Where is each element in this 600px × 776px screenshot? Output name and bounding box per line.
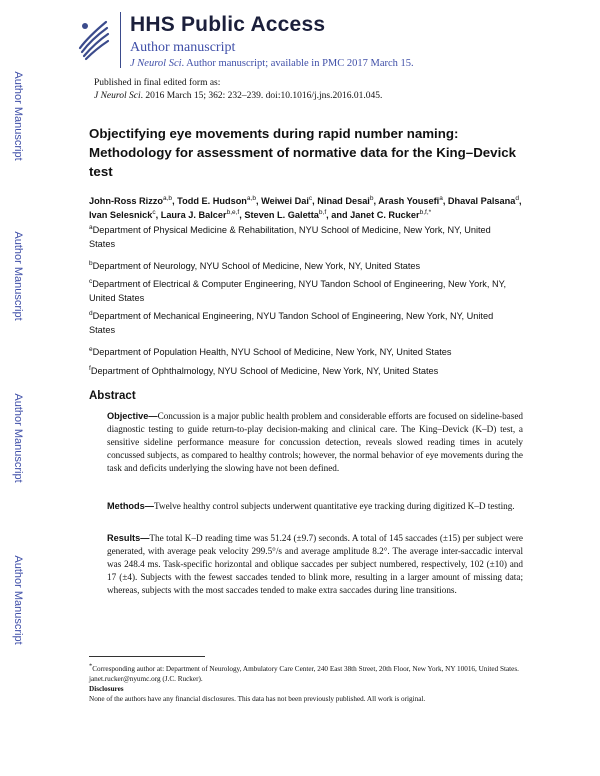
author-name: Ivan Selesnick$^c$ <box>89 208 156 220</box>
author-name: Todd E. Hudson$^{a,b}$ <box>177 194 256 206</box>
footnote <box>89 664 519 704</box>
corresponding-author-note: *Corresponding author at: Department of Neurology, Ambulatory Care Center, 240 East 38th Street, 20th Floor, New York, NY 10016, United States. janet.rucker@nyumc.org (J.C. Rucker). <box>89 662 519 683</box>
results-text: The total K–D reading time was 51.24 (±9.7) seconds. A total of 145 saccades (±15) per subject were generated, with average peak velocity 299.5°/s and average amplitude 8.2°. The average inter-saccadic interval was 248.4 ms. Task-specific horizontal and oblique saccades per subject numbered, respectively, 102 (±10) and 17 (±4). Subjects with the fewest saccades tended to blink more, resulting in a larger amount of missing data; whereas, subjects with the most saccades tended to make extra saccades during line transitions. <box>107 533 523 595</box>
author-name: Dhaval Palsana$^d$ <box>447 194 519 206</box>
affiliation-c: $^c$Department of Electrical & Computer Engineering, NYU Tandon School of Engineering, New York, NY, United States <box>89 277 507 303</box>
affiliation-d: $^d$Department of Mechanical Engineering, NYU Tandon School of Engineering, New York, NY, United States <box>89 309 494 335</box>
affiliation-b: $^b$Department of Neurology, NYU School of Medicine, New York, NY, United States <box>89 259 421 271</box>
citation <box>94 91 382 101</box>
affiliation-f: $^f$Department of Ophthalmology, NYU School of Medicine, New York, NY, United States <box>89 364 439 376</box>
results-label: Results— <box>107 533 150 543</box>
availability-text: . Author manuscript; available in PMC 2017 March 15. <box>181 58 414 69</box>
hhs-public-access-title: HHS Public Access <box>130 13 326 36</box>
hhs-eagle-logo <box>76 14 110 62</box>
affiliation-a: $^a$Department of Physical Medicine & Rehabilitation, NYU School of Medicine, New York, NY, United States <box>89 223 491 249</box>
author-name: Laura J. Balcer$^{b,e,f}$ <box>160 208 240 220</box>
citation-journal: J Neurol Sci <box>94 91 141 101</box>
objective-label: Objective— <box>107 411 158 421</box>
objective-text: Concussion is a major public health problem and considerable efforts are focused on sideline-based diagnostic testing to guide return-to-play decision-making and clinical care. The King–Devick (K–D) test, a sensitive sideline performance measure for concussion detection, reveals slowed reading times in acutely concussed subjects, as compared to healthy controls; however, the normal behavior of eye movements during the task and deficits underlying the slowing have not been defined. <box>107 411 523 473</box>
author-name: John-Ross Rizzo$^{a,b}$ <box>89 194 173 206</box>
methods-label: Methods— <box>107 501 154 511</box>
author-name: Arash Yousefi$^a$ <box>378 194 443 206</box>
abstract-methods <box>107 500 523 513</box>
header-divider <box>120 12 121 68</box>
author-name: Weiwei Dai$^c$ <box>261 194 313 206</box>
author-name: Steven L. Galetta$^{b,f}$ <box>244 208 327 220</box>
citation-details: . 2016 March 15; 362: 232–239. doi:10.1016/j.jns.2016.01.045. <box>140 91 383 101</box>
side-label-author-manuscript: Author Manuscript <box>12 393 24 483</box>
author-name: Ninad Desai$^b$ <box>317 194 374 206</box>
availability-line <box>130 58 414 69</box>
author-list: John-Ross Rizzo$^{a,b}$, Todd E. Hudson$^{a,b}$, Weiwei Dai$^c$, Ninad Desai$^b$, Arash Yousefi$^a$, Dhaval Palsana$^d$, Ivan Selesnick$^c$, Laura J. Balcer$^{b,e,f}$, Steven L. Galetta$^{b,f}$, and Janet C. Rucker$^{b,f,*}$ <box>89 194 522 220</box>
disclosures-text: None of the authors have any financial disclosures. This data has not been previously published. All work is original. <box>89 695 426 703</box>
side-label-author-manuscript: Author Manuscript <box>12 555 24 645</box>
footnote-rule <box>89 656 205 657</box>
journal-abbrev: J Neurol Sci <box>130 58 182 69</box>
published-label: Published in final edited form as: <box>94 78 221 88</box>
author-name: Janet C. Rucker$^{b,f,*}$ <box>350 208 432 220</box>
disclosures-heading: Disclosures <box>89 685 124 693</box>
side-label-author-manuscript: Author Manuscript <box>12 71 24 161</box>
side-label-author-manuscript: Author Manuscript <box>12 231 24 321</box>
methods-text: Twelve healthy control subjects underwent quantitative eye tracking during digitized K–D testing. <box>153 501 515 511</box>
author-manuscript-label: Author manuscript <box>130 40 236 55</box>
abstract-heading: Abstract <box>89 390 136 402</box>
abstract-objective <box>107 410 523 475</box>
article-title: Objectifying eye movements during rapid number naming: Methodology for assessment of normative data for the King–Devick test <box>89 126 517 179</box>
abstract-results <box>107 532 523 597</box>
affiliation-e: $^e$Department of Population Health, NYU School of Medicine, New York, NY, United States <box>89 345 452 357</box>
